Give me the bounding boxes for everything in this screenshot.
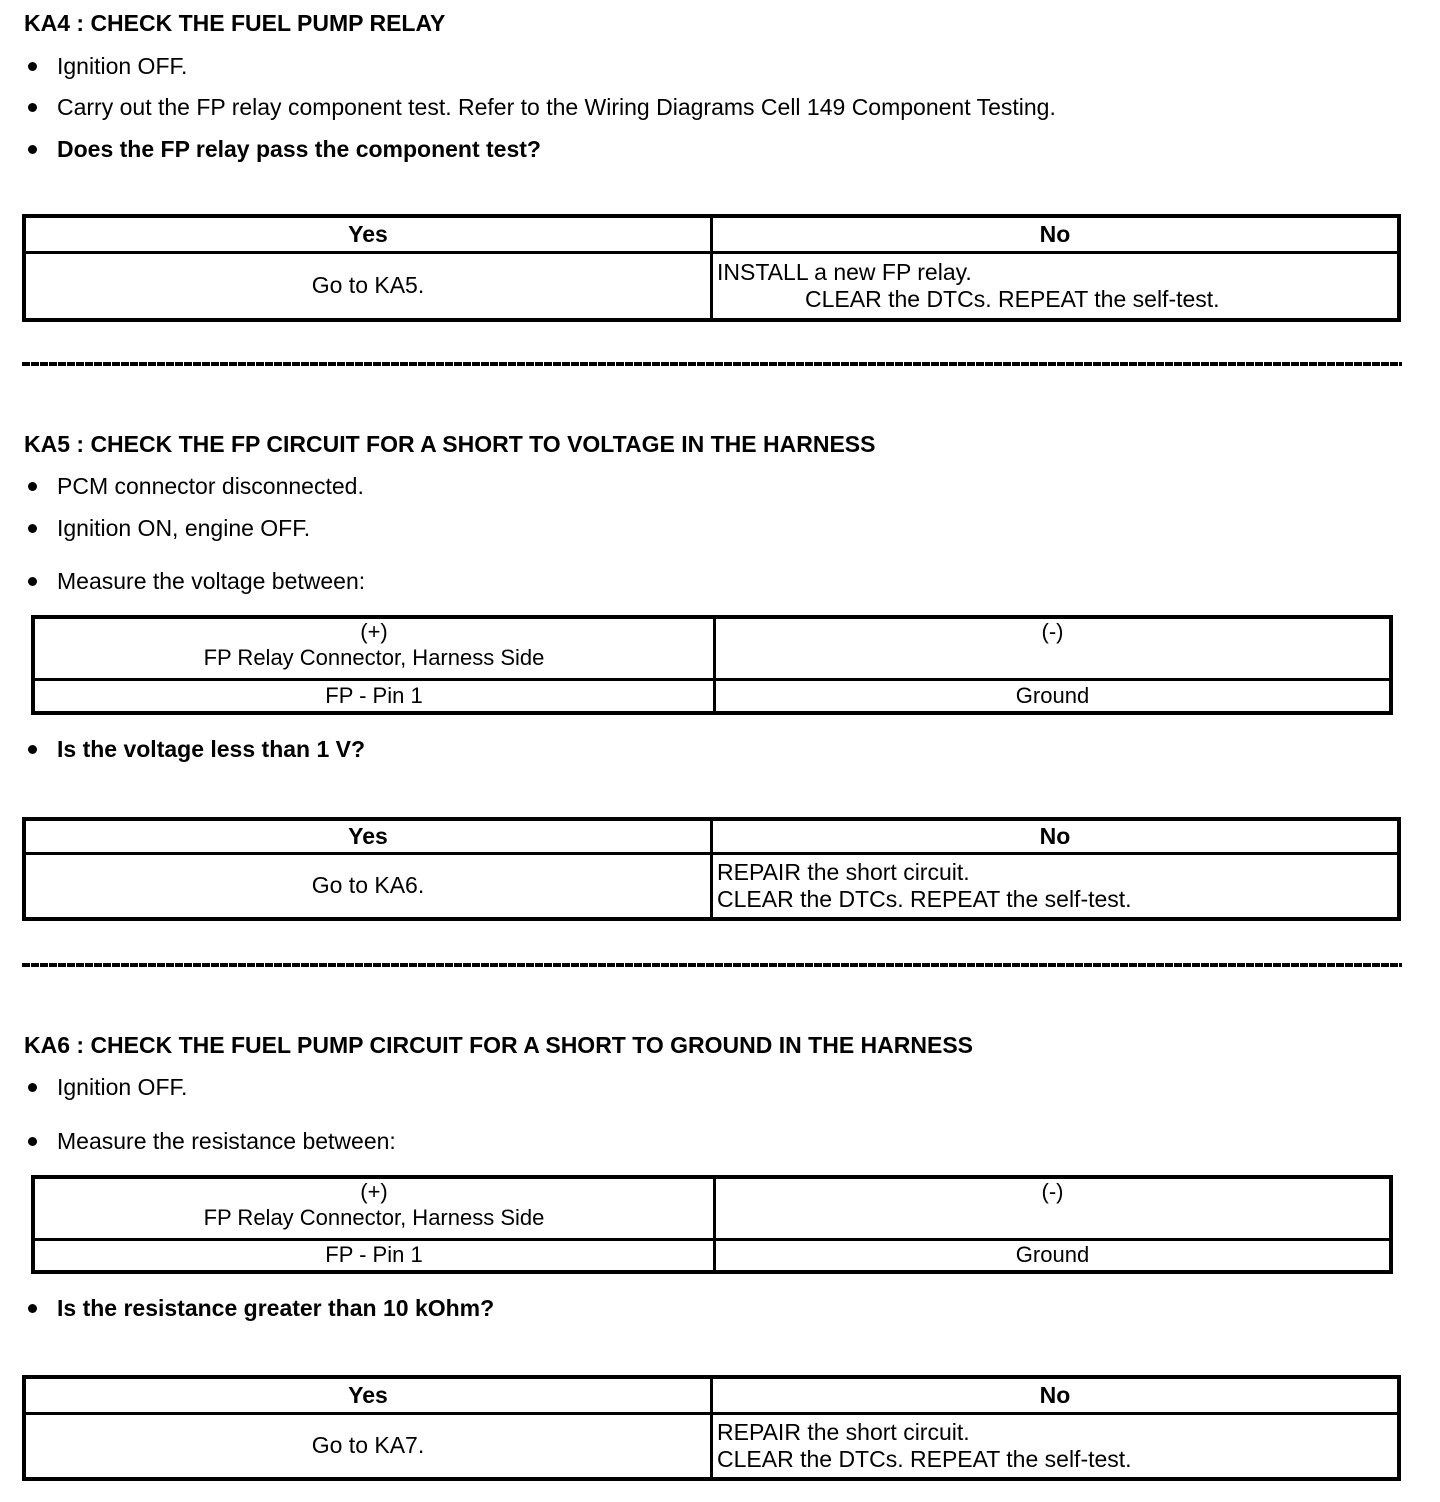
no-action: REPAIR the short circuit. CLEAR the DTCs. REPEAT the self-test. xyxy=(712,1413,1400,1479)
yes-action: Go to KA5. xyxy=(24,252,712,320)
yes-header: Yes xyxy=(24,819,712,853)
question: Is the resistance greater than 10 kOhm? xyxy=(24,1294,494,1322)
bullet: Ignition ON, engine OFF. xyxy=(24,514,310,542)
measure-table-ka5 xyxy=(31,615,1393,715)
bullet-icon xyxy=(28,1083,37,1092)
no-header: No xyxy=(712,216,1400,252)
yes-action: Go to KA7. xyxy=(24,1413,712,1479)
no-header: No xyxy=(712,1377,1400,1413)
bullet-icon xyxy=(28,1304,37,1313)
measure-table-ka6 xyxy=(31,1175,1393,1274)
result-table-ka6 xyxy=(22,1375,1401,1481)
minus-value: Ground xyxy=(715,1239,1392,1272)
bullet: Ignition OFF. xyxy=(24,1073,187,1101)
bullet-icon xyxy=(28,103,37,112)
bullet: Measure the resistance between: xyxy=(24,1127,396,1155)
no-header: No xyxy=(712,819,1400,853)
result-table-ka5 xyxy=(22,817,1401,921)
step-title-ka4: KA4 : CHECK THE FUEL PUMP RELAY xyxy=(24,10,446,36)
minus-header: (-) xyxy=(715,617,1392,679)
plus-header: (+) FP Relay Connector, Harness Side xyxy=(33,1177,715,1239)
plus-value: FP - Pin 1 xyxy=(33,1239,715,1272)
bullet-icon xyxy=(28,1137,37,1146)
bullet-icon xyxy=(28,745,37,754)
no-action: INSTALL a new FP relay. CLEAR the DTCs. REPEAT the self-test. xyxy=(712,252,1400,320)
yes-header: Yes xyxy=(24,216,712,252)
divider xyxy=(22,362,1402,366)
plus-value: FP - Pin 1 xyxy=(33,679,715,713)
bullet-icon xyxy=(28,145,37,154)
question: Is the voltage less than 1 V? xyxy=(24,735,365,763)
plus-header: (+) FP Relay Connector, Harness Side xyxy=(33,617,715,679)
step-title-ka5: KA5 : CHECK THE FP CIRCUIT FOR A SHORT TO VOLTAGE IN THE HARNESS xyxy=(24,431,876,457)
bullet: Ignition OFF. xyxy=(24,52,187,80)
bullet-icon xyxy=(28,482,37,491)
result-table-ka4 xyxy=(22,214,1401,322)
bullet: Measure the voltage between: xyxy=(24,567,365,595)
bullet: PCM connector disconnected. xyxy=(24,472,364,500)
question: Does the FP relay pass the component test? xyxy=(24,135,541,163)
divider xyxy=(22,963,1402,967)
yes-action: Go to KA6. xyxy=(24,853,712,919)
minus-header: (-) xyxy=(715,1177,1392,1239)
bullet-icon xyxy=(28,62,37,71)
bullet-icon xyxy=(28,524,37,533)
minus-value: Ground xyxy=(715,679,1392,713)
step-title-ka6: KA6 : CHECK THE FUEL PUMP CIRCUIT FOR A SHORT TO GROUND IN THE HARNESS xyxy=(24,1032,974,1058)
bullet: Carry out the FP relay component test. Refer to the Wiring Diagrams Cell 149 Component Testing. xyxy=(24,93,1056,121)
yes-header: Yes xyxy=(24,1377,712,1413)
no-action: REPAIR the short circuit. CLEAR the DTCs. REPEAT the self-test. xyxy=(712,853,1400,919)
bullet-icon xyxy=(28,577,37,586)
